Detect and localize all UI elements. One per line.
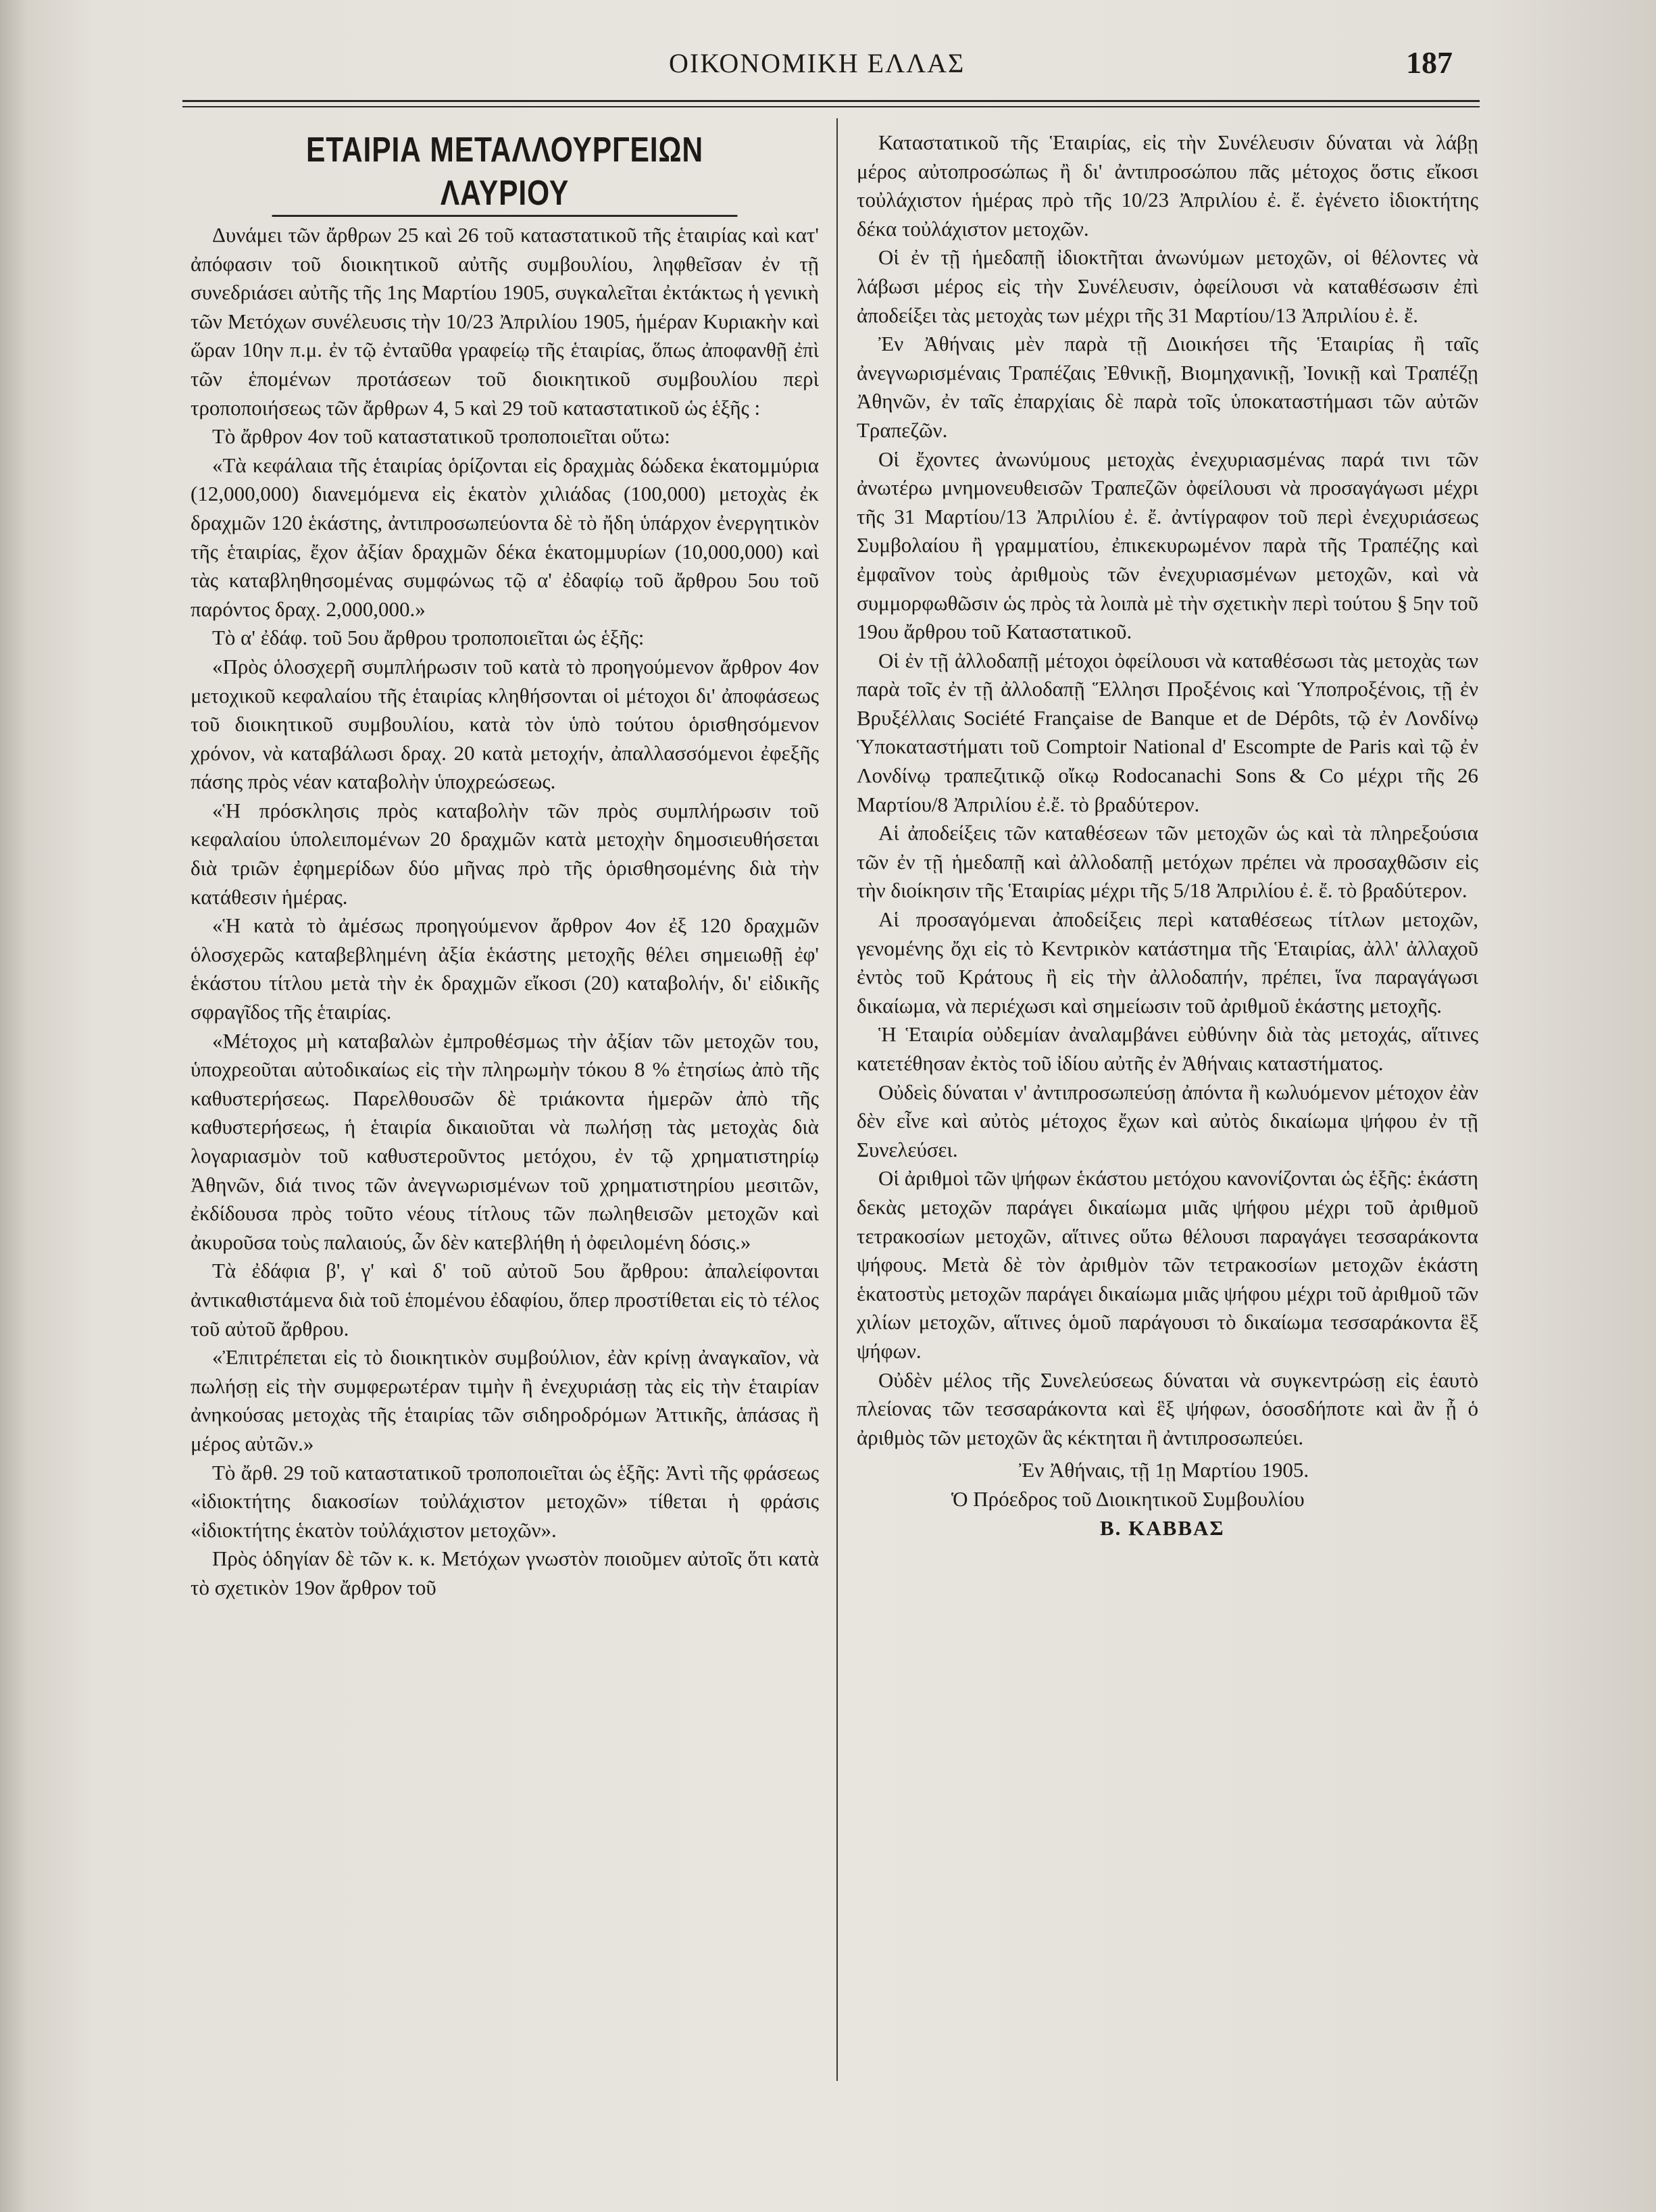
paragraph: Οἱ ἐν τῇ ἡμεδαπῇ ἰδιοκτῆται ἀνωνύμων μετοχῶν, οἱ θέλοντες νὰ λάβωσι μέρος εἰς τὴν Συνέλευσιν, ὀφείλουσι νὰ καταθέσωσιν ἐπὶ ἀποδείξει τὰς μετοχὰς των μέχρι τῆς 31 Μαρτίου/13 Ἀπριλίου ἐ. ἔ. bbox=[857, 245, 1478, 327]
paragraph: Τὸ ἄρθ. 29 τοῦ καταστατικοῦ τροποποιεῖται ὡς ἑξῆς: Ἀντὶ τῆς φράσεως «ἰδιοκτήτης διακοσίων τοὐλάχιστον μετοχῶν» τίθεται ἡ φράσις «ἰδιοκτήτης ἑκατὸν τοὐλάχιστον μετοχῶν». bbox=[191, 1460, 819, 1542]
paragraph: Τὸ α' ἐδάφ. τοῦ 5ου ἄρθρου τροποποιεῖται ὡς ἑξῆς: bbox=[212, 626, 645, 650]
paragraph: Ἡ Ἑταιρία οὐδεμίαν ἀναλαμβάνει εὐθύνην διὰ τὰς μετοχάς, αἵτινες κατετέθησαν ἐκτὸς τοῦ ἰδίου αὐτῆς ἐν Ἀθήναις καταστήματος. bbox=[857, 1022, 1478, 1075]
paragraph: Οἱ ἐν τῇ ἀλλοδαπῇ μέτοχοι ὀφείλουσι νὰ καταθέσωσι τὰς μετοχὰς των παρὰ τοῖς ἐν τῇ ἀλλοδαπῇ Ἕλλησι Προξένοις καὶ Ὑποπροξένοις, τῇ ἐν Βρυξέλλαις Société Française de Banque et de Dépôts, τῷ ἐν Λονδίνῳ Ὑποκαταστήματι τοῦ Comptoir National d' Escompte de Paris καὶ τῷ ἐν Λονδίνῳ τραπεζιτικῷ οἴκῳ Rodocanachi Sons & Co μέχρι τῆς 26 Μαρτίου/8 Ἀπριλίου ἐ.ἔ. τὸ βραδύτερον. bbox=[857, 648, 1478, 816]
right-column bbox=[857, 128, 1478, 1542]
header-rule bbox=[182, 100, 1480, 107]
paragraph: Οὐδεὶς δύναται ν' ἀντιπροσωπεύσῃ ἀπόντα ἢ κωλυόμενον μέτοχον ἐὰν δὲν εἶνε καὶ αὐτὸς μέτοχος ἔχων καὶ αὐτὸς δικαίωμα ψήφου ἐν τῇ Συνελεύσει. bbox=[857, 1080, 1478, 1161]
paragraph: Καταστατικοῦ τῆς Ἑταιρίας, εἰς τὴν Συνέλευσιν δύναται νὰ λάβῃ μέρος αὐτοπροσώπως ἢ δι' ἀντιπροσώπου πᾶς μέτοχος ὅστις εἴκοσι τοὐλάχιστον ἡμέρας πρὸ τῆς 10/23 Ἀπριλίου ἐ. ἔ. ἐγένετο ἰδιοκτήτης δέκα τοὐλάχιστον μετοχῶν. bbox=[857, 130, 1478, 241]
paragraph: Οἱ ἀριθμοὶ τῶν ψήφων ἑκάστου μετόχου κανονίζονται ὡς ἑξῆς: ἑκάστη δεκὰς μετοχῶν παράγει δικαίωμα μιᾶς ψήφου μέχρι τοῦ ἀριθμοῦ τετρακοσίων μετοχῶν, αἵτινες οὕτω θέλουσι παραγάγει τεσσαράκοντα ψήφους. Μετὰ δὲ τὸν ἀριθμὸν τῶν τετρακοσίων μετοχῶν ἑκάστη ἑκατοστὺς μετοχῶν παράγει δικαίωμα μιᾶς ψήφου μέχρι τοῦ ἀριθμοῦ τῶν χιλίων μετοχῶν, αἵτινες ὁμοῦ παράγουσι τὸ δικαίωμα τεσσαράκοντα ἓξ ψήφων. bbox=[857, 1166, 1478, 1363]
paragraph: Οἱ ἔχοντες ἀνωνύμους μετοχὰς ἐνεχυριασμένας παρά τινι τῶν ἀνωτέρω μνημονευθεισῶν Τραπεζῶν ὀφείλουσι νὰ προσαγάγωσι μέχρι τῆς 31 Μαρτίου/13 Ἀπριλίου ἐ. ἔ. ἀντίγραφον τοῦ περὶ ἐνεχυριάσεως Συμβολαίου ἢ γραμματίου, ἐπικεκυρωμένον παρὰ τῆς Τραπέζης καὶ ἐμφαῖνον τοὺς ἀριθμοὺς τῶν ἐνεχυριασμένων μετοχῶν, καὶ νὰ συμμορφωθῶσιν ὡς πρὸς τὰ λοιπὰ μὲ τὴν σχετικὴν περὶ τούτου § 5ην τοῦ 19ου ἄρθρου τοῦ Καταστατικοῦ. bbox=[857, 447, 1478, 644]
paragraph: Τὰ ἐδάφια β', γ' καὶ δ' τοῦ αὐτοῦ 5ου ἄρθρου: ἀπαλείφονται ἀντικαθιστάμενα διὰ τοῦ ἑπομένου ἐδαφίου, ὅπερ προστίθεται εἰς τὸ τέλος τοῦ αὐτοῦ ἄρθρου. bbox=[191, 1259, 819, 1340]
signature-place-date: Ἐν Ἀθήναις, τῇ 1ῃ Μαρτίου 1905. bbox=[1019, 1458, 1309, 1482]
signature-block bbox=[857, 1456, 1478, 1542]
signature-name: Β. ΚΑΒΒΑΣ bbox=[1100, 1515, 1225, 1540]
left-column bbox=[191, 128, 819, 1603]
column-divider bbox=[836, 118, 838, 2081]
page-number: 187 bbox=[1406, 45, 1453, 80]
paragraph: Ἐν Ἀθήναις μὲν παρὰ τῇ Διοικήσει τῆς Ἑταιρίας ἢ ταῖς ἀνεγνωρισμέναις Τραπέζαις Ἐθνικῇ, Βιομηχανικῇ, Ἰονικῇ καὶ Τραπέζῃ Ἀθηνῶν, ἐν ταῖς ἐπαρχίαις δὲ παρὰ τοῖς ὑποκαταστήμασι τῶν αὐτῶν Τραπεζῶν. bbox=[857, 332, 1478, 442]
paragraph: Αἱ ἀποδείξεις τῶν καταθέσεων τῶν μετοχῶν ὡς καὶ τὰ πληρεξούσια τῶν ἐν τῇ ἡμεδαπῇ καὶ ἀλλοδαπῇ μετόχων πρέπει νὰ προσαχθῶσιν εἰς τὴν διοίκησιν τῆς Ἑταιρίας μέχρι τῆς 5/18 Ἀπριλίου ἐ. ἔ. τὸ βραδύτερον. bbox=[857, 821, 1478, 903]
article-title: ΕΤΑΙΡΙΑ ΜΕΤΑΛΛΟΥΡΓΕΙΩΝ ΛΑΥΡΙΟΥ bbox=[272, 128, 738, 217]
paragraph: «Ἡ κατὰ τὸ ἀμέσως προηγούμενον ἄρθρον 4ον ἐξ 120 δραχμῶν ὁλοσχερῶς καταβεβλημένη ἀξία ἑκάστης μετοχῆς θέλει σημειωθῇ ἐφ' ἑκάστου τίτλου μετὰ τὴν ἐκ δραχμῶν εἴκοσι (20) καταβολήν, δι' εἰδικῆς σφραγῖδος τῆς ἑταιρίας. bbox=[191, 913, 819, 1024]
paragraph: Πρὸς ὁδηγίαν δὲ τῶν κ. κ. Μετόχων γνωστὸν ποιοῦμεν αὐτοῖς ὅτι κατὰ τὸ σχετικὸν 19ον ἄρθρον τοῦ bbox=[191, 1547, 819, 1599]
paragraph: Τὸ ἄρθρον 4ον τοῦ καταστατικοῦ τροποποιεῖται οὕτω: bbox=[212, 424, 670, 449]
paragraph: Αἱ προσαγόμεναι ἀποδείξεις περὶ καταθέσεως τίτλων μετοχῶν, γενομένης ὄχι εἰς τὸ Κεντρικὸν κατάστημα τῆς Ἑταιρίας, ἀλλ' ἀλλαχοῦ ἐντὸς τοῦ Κράτους ἢ εἰς τὴν ἀλλοδαπήν, πρέπει, ἵνα παραγάγωσι δικαίωμα, νὰ περιέχωσι καὶ σημείωσιν τοῦ ἀριθμοῦ ἑκάστης μετοχῆς. bbox=[857, 907, 1478, 1017]
page-header bbox=[169, 45, 1453, 92]
running-title: ΟΙΚΟΝΟΜΙΚΗ ΕΛΛΑΣ bbox=[669, 48, 965, 78]
paragraph: «Ἡ πρόσκλησις πρὸς καταβολὴν τῶν πρὸς συμπλήρωσιν τοῦ κεφαλαίου ὑπολειπομένων 20 δραχμῶν κατὰ μετοχὴν δημοσιευθήσεται διὰ τριῶν ἐφημερίδων δύο μῆνας πρὸ τῆς ὁρισθησομένης διὰ τὴν κατάθεσιν ἡμέρας. bbox=[191, 798, 819, 909]
paragraph: «Τὰ κεφάλαια τῆς ἑταιρίας ὁρίζονται εἰς δραχμὰς δώδεκα ἑκατομμύρια (12,000,000) διανεμόμενα εἰς ἑκατὸν χιλιάδας (100,000) μετοχὰς ἐκ δραχμῶν 120 ἑκάστης, ἀντιπροσωπεύοντα δὲ τὸ ἤδη ὑπάρχον ἐνεργητικὸν τῆς ἑταιρίας, ἔχον ἀξίαν δραχμῶν δέκα ἑκατομμυρίων (10,000,000) καὶ τὰς καταβληθησομένας συμφώνως τῷ α' ἐδαφίῳ τοῦ ἄρθρου 5ου τοῦ παρόντος δραχ. 2,000,000.» bbox=[191, 453, 819, 621]
paragraph: «Μέτοχος μὴ καταβαλὼν ἐμπροθέσμως τὴν ἀξίαν τῶν μετοχῶν του, ὑποχρεοῦται αὐτοδικαίως εἰς τὴν πληρωμὴν τόκου 8 % ἐτησίως ἀπὸ τῆς καθυστερήσεως. Παρελθουσῶν δὲ τριάκοντα ἡμερῶν ἀπὸ τῆς καθυστερήσεως, ἡ ἑταιρία δικαιοῦται νὰ πωλήσῃ τὰς μετοχὰς διὰ λογαριασμὸν τοῦ καθυστεροῦντος μετόχου, ἐν τῷ χρηματιστηρίῳ Ἀθηνῶν, διά τινος τῶν ἀνεγνωρισμένων τοῦ χρηματιστηρίου μεσιτῶν, ἐκδίδουσα πρὸς τοῦτο νέους τίτλους τῶν πωληθεισῶν μετοχῶν καὶ ἀκυροῦσα τοὺς παλαιούς, ὧν δὲν κατεβλήθη ἡ ὀφειλομένη δόσις.» bbox=[191, 1028, 819, 1254]
signature-title: Ὁ Πρόεδρος τοῦ Διοικητικοῦ Συμβουλίου bbox=[951, 1486, 1305, 1511]
paragraph: «Ἐπιτρέπεται εἰς τὸ διοικητικὸν συμβούλιον, ἐὰν κρίνῃ ἀναγκαῖον, νὰ πωλήσῃ εἰς τὴν συμφερωτέραν τιμὴν ἢ ἐνεχυριάσῃ τὰς εἰς τὴν ἑταιρίαν ἀνηκούσας μετοχὰς τῆς ἑταιρίας τῶν σιδηροδρόμων Ἀττικῆς, ἁπάσας ἢ μέρος αὐτῶν.» bbox=[191, 1345, 819, 1455]
paragraph: «Πρὸς ὁλοσχερῆ συμπλήρωσιν τοῦ κατὰ τὸ προηγούμενον ἄρθρον 4ον μετοχικοῦ κεφαλαίου τῆς ἑταιρίας κληθήσονται οἱ μέτοχοι δι' ἀποφάσεως τοῦ διοικητικοῦ συμβουλίου, κατὰ τὸν ὑπὸ τούτου ὁρισθησόμενον χρόνον, νὰ καταβάλωσι δραχ. 20 κατὰ μετοχήν, ἀπαλλασσόμενοι ἐφεξῆς πάσης πρὸς νέαν καταβολὴν ὑποχρεώσεως. bbox=[191, 654, 819, 794]
paragraph: Δυνάμει τῶν ἄρθρων 25 καὶ 26 τοῦ καταστατικοῦ τῆς ἑταιρίας καὶ κατ' ἀπόφασιν τοῦ διοικητικοῦ αὐτῆς συμβουλίου, ληφθεῖσαν ἐν τῇ συνεδριάσει αὐτῆς τῆς 1ης Μαρτίου 1905, συγκαλεῖται ἐκτάκτως ἡ γενικὴ τῶν Μετόχων συνέλευσις τὴν 10/23 Ἀπριλίου 1905, ἡμέραν Κυριακὴν καὶ ὥραν 10ην π.μ. ἐν τῷ ἐνταῦθα γραφείῳ τῆς ἑταιρίας, ὅπως ἀποφανθῇ ἐπὶ τῶν ἑπομένων προτάσεων τοῦ διοικητικοῦ συμβουλίου περὶ τροποποιήσεως τῶν ἄρθρων 4, 5 καὶ 29 τοῦ καταστατικοῦ ὡς ἑξῆς : bbox=[191, 223, 819, 420]
paragraph: Οὐδὲν μέλος τῆς Συνελεύσεως δύναται νὰ συγκεντρώσῃ εἰς ἑαυτὸ πλείονας τῶν τεσσαράκοντα καὶ ἓξ ψήφων, ὁσοσδήποτε καὶ ἂν ᾖ ὁ ἀριθμὸς τῶν μετοχῶν ἃς κέκτηται ἢ ἀντιπροσωπεύει. bbox=[857, 1367, 1478, 1449]
